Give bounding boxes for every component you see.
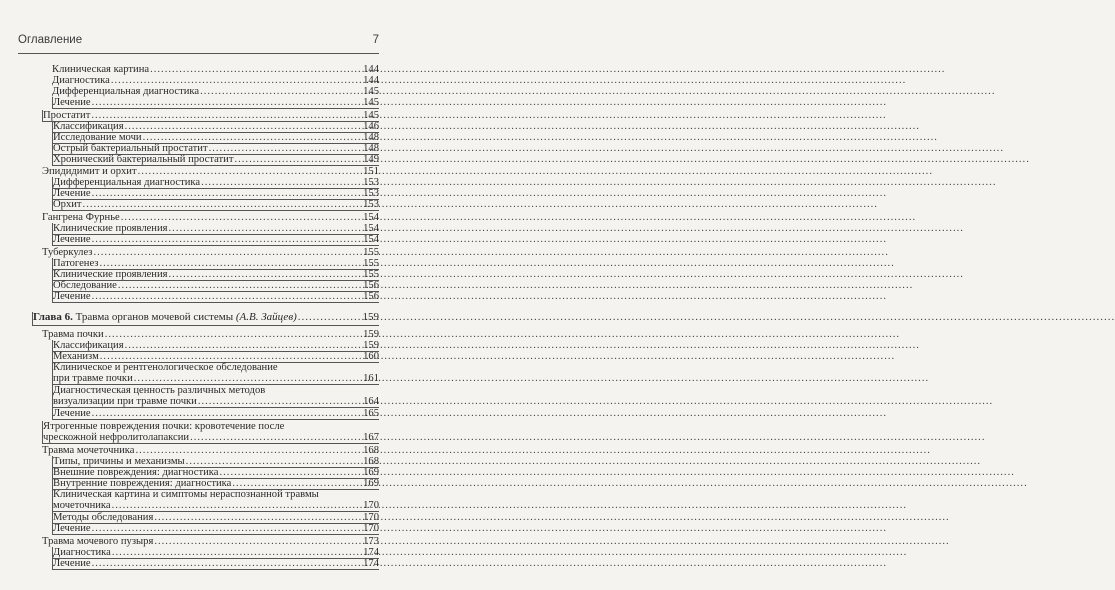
toc-entry[interactable]: Внешние повреждения: диагностика ..... 169 [52,467,379,479]
toc-entry[interactable]: Травма мочевого пузыря ..... 173 [42,536,379,547]
toc-page-number: 154 [363,223,379,234]
toc-page-number: 174 [363,558,379,569]
toc-entry[interactable]: Клинические проявления ..... 155 [52,269,379,281]
toc-entry[interactable]: Классификация ..... 159 [52,340,379,352]
toc-page-number: 144 [363,75,379,86]
toc-page-number: 148 [363,132,379,143]
toc-page-number: 156 [363,280,379,291]
toc-entry[interactable]: Клиническая картина и симптомы нераспознанной травмы мочеточника ..... 170 [52,489,379,512]
toc-page-number: 155 [363,247,379,258]
toc-page-number: 155 [363,258,379,269]
toc-page-number: 167 [363,432,379,443]
toc-entry[interactable]: Ятрогенные повреждения почки: кровотечение после чрескожной нефролитолапаксии ..... 167 [42,421,379,444]
toc-page-number: 159 [362,311,379,323]
toc-entry[interactable]: Острый бактериальный простатит ..... 148 [52,143,379,155]
toc-page-number: 154 [363,234,379,245]
header-rule [18,53,379,54]
toc-entry[interactable]: Эпидидимит и орхит ..... 151 [42,166,379,177]
toc-entry[interactable]: Хронический бактериальный простатит ..... 149 [52,154,379,166]
toc-page-number: 170 [363,500,379,511]
running-header [18,34,379,50]
toc-entry[interactable]: Гангрена Фурнье ..... 154 [42,212,379,223]
toc-entry[interactable]: Типы, причины и механизмы ..... 168 [52,456,379,468]
toc-entry[interactable]: Внутренние повреждения: диагностика ..... 169 [52,478,379,490]
toc-entry[interactable]: Лечение ..... 170 [52,523,379,535]
toc-entry[interactable]: Диагностика ..... 174 [52,547,379,559]
toc-page-number: 159 [363,329,379,340]
toc-page-number: 154 [363,212,379,223]
toc-page-number: 151 [363,166,379,177]
toc-page-number: 144 [363,64,379,75]
toc-page-number: 145 [363,97,379,108]
toc-page-number: 170 [363,523,379,534]
toc-page-number: 160 [363,351,379,362]
toc-entry[interactable]: Дифференциальная диагностика ..... 145 [52,86,379,97]
toc-entry[interactable]: Патогенез ..... 155 [52,258,379,270]
toc-page-number: 153 [363,177,379,188]
toc-page-number: 159 [363,340,379,351]
toc-entry[interactable]: Травма почки ..... 159 [42,329,379,340]
toc-entry[interactable]: Травма мочеточника ..... 168 [42,445,379,456]
toc-page-number: 165 [363,408,379,419]
toc-page-number: 148 [363,143,379,154]
page-number: 7 [372,34,379,46]
toc-page-number: 146 [363,121,379,132]
toc-entry[interactable]: Клиническая картина ..... 144 [52,64,379,75]
toc-entry[interactable]: Простатит ..... 145 [42,110,379,122]
toc-entry[interactable]: Лечение ..... 165 [52,408,379,420]
toc-chapter-entry[interactable] [32,312,379,326]
toc-page-number: 169 [363,478,379,489]
toc-entry[interactable]: Дифференциальная диагностика ..... 153 [52,177,379,189]
toc-entry[interactable]: Методы обследования ..... 170 [52,512,379,524]
toc-page-number: 169 [363,467,379,478]
toc-page-number: 149 [363,154,379,165]
running-header-title: Оглавление [18,34,83,46]
toc-entry[interactable]: Лечение ..... 153 [52,188,379,200]
toc-page-number: 155 [363,269,379,280]
toc-entry[interactable]: Лечение ..... 156 [52,291,379,303]
toc-page-number: 168 [363,456,379,467]
toc-entry[interactable]: Классификация ..... 146 [52,121,379,133]
toc-page-number: 145 [363,86,379,97]
book-page [0,0,407,590]
toc-page-number: 156 [363,291,379,302]
toc-page-number: 164 [363,396,379,407]
toc-page-number: 145 [363,110,379,121]
chapter-author: (А.В. Зайцев) [235,311,297,323]
toc-page-number: 174 [363,547,379,558]
toc-page-number: 153 [363,188,379,199]
toc-page-number: 173 [363,536,379,547]
toc-entry[interactable]: Лечение ..... 154 [52,234,379,246]
toc-page-number: 153 [363,199,379,210]
toc-page-number: 168 [363,445,379,456]
toc-entry[interactable]: Лечение ..... 174 [52,558,379,570]
chapter-label: Глава 6. [33,311,73,323]
toc-entry[interactable]: Орхит ..... 153 [52,199,379,211]
toc-page-number: 170 [363,512,379,523]
toc-entry[interactable]: Механизм ..... 160 [52,351,379,363]
toc-entry[interactable]: Обследование ..... 156 [52,280,379,292]
toc-entry[interactable]: Диагностика ..... 144 [52,75,379,86]
toc-entry[interactable]: Лечение ..... 145 [52,97,379,109]
toc-entry[interactable]: Клиническое и рентгенологическое обследование при травме почки ..... 161 [52,362,379,385]
toc-entry[interactable]: Туберкулез ..... 155 [42,247,379,258]
toc-page-number: 161 [363,373,379,384]
toc-entry[interactable]: Клинические проявления ..... 154 [52,223,379,235]
chapter-title: Травма органов мочевой системы [75,311,234,323]
toc-entry[interactable]: Исследование мочи ..... 148 [52,132,379,144]
toc-entry[interactable]: Диагностическая ценность различных методов визуализации при травме почки ..... 164 [52,385,379,408]
